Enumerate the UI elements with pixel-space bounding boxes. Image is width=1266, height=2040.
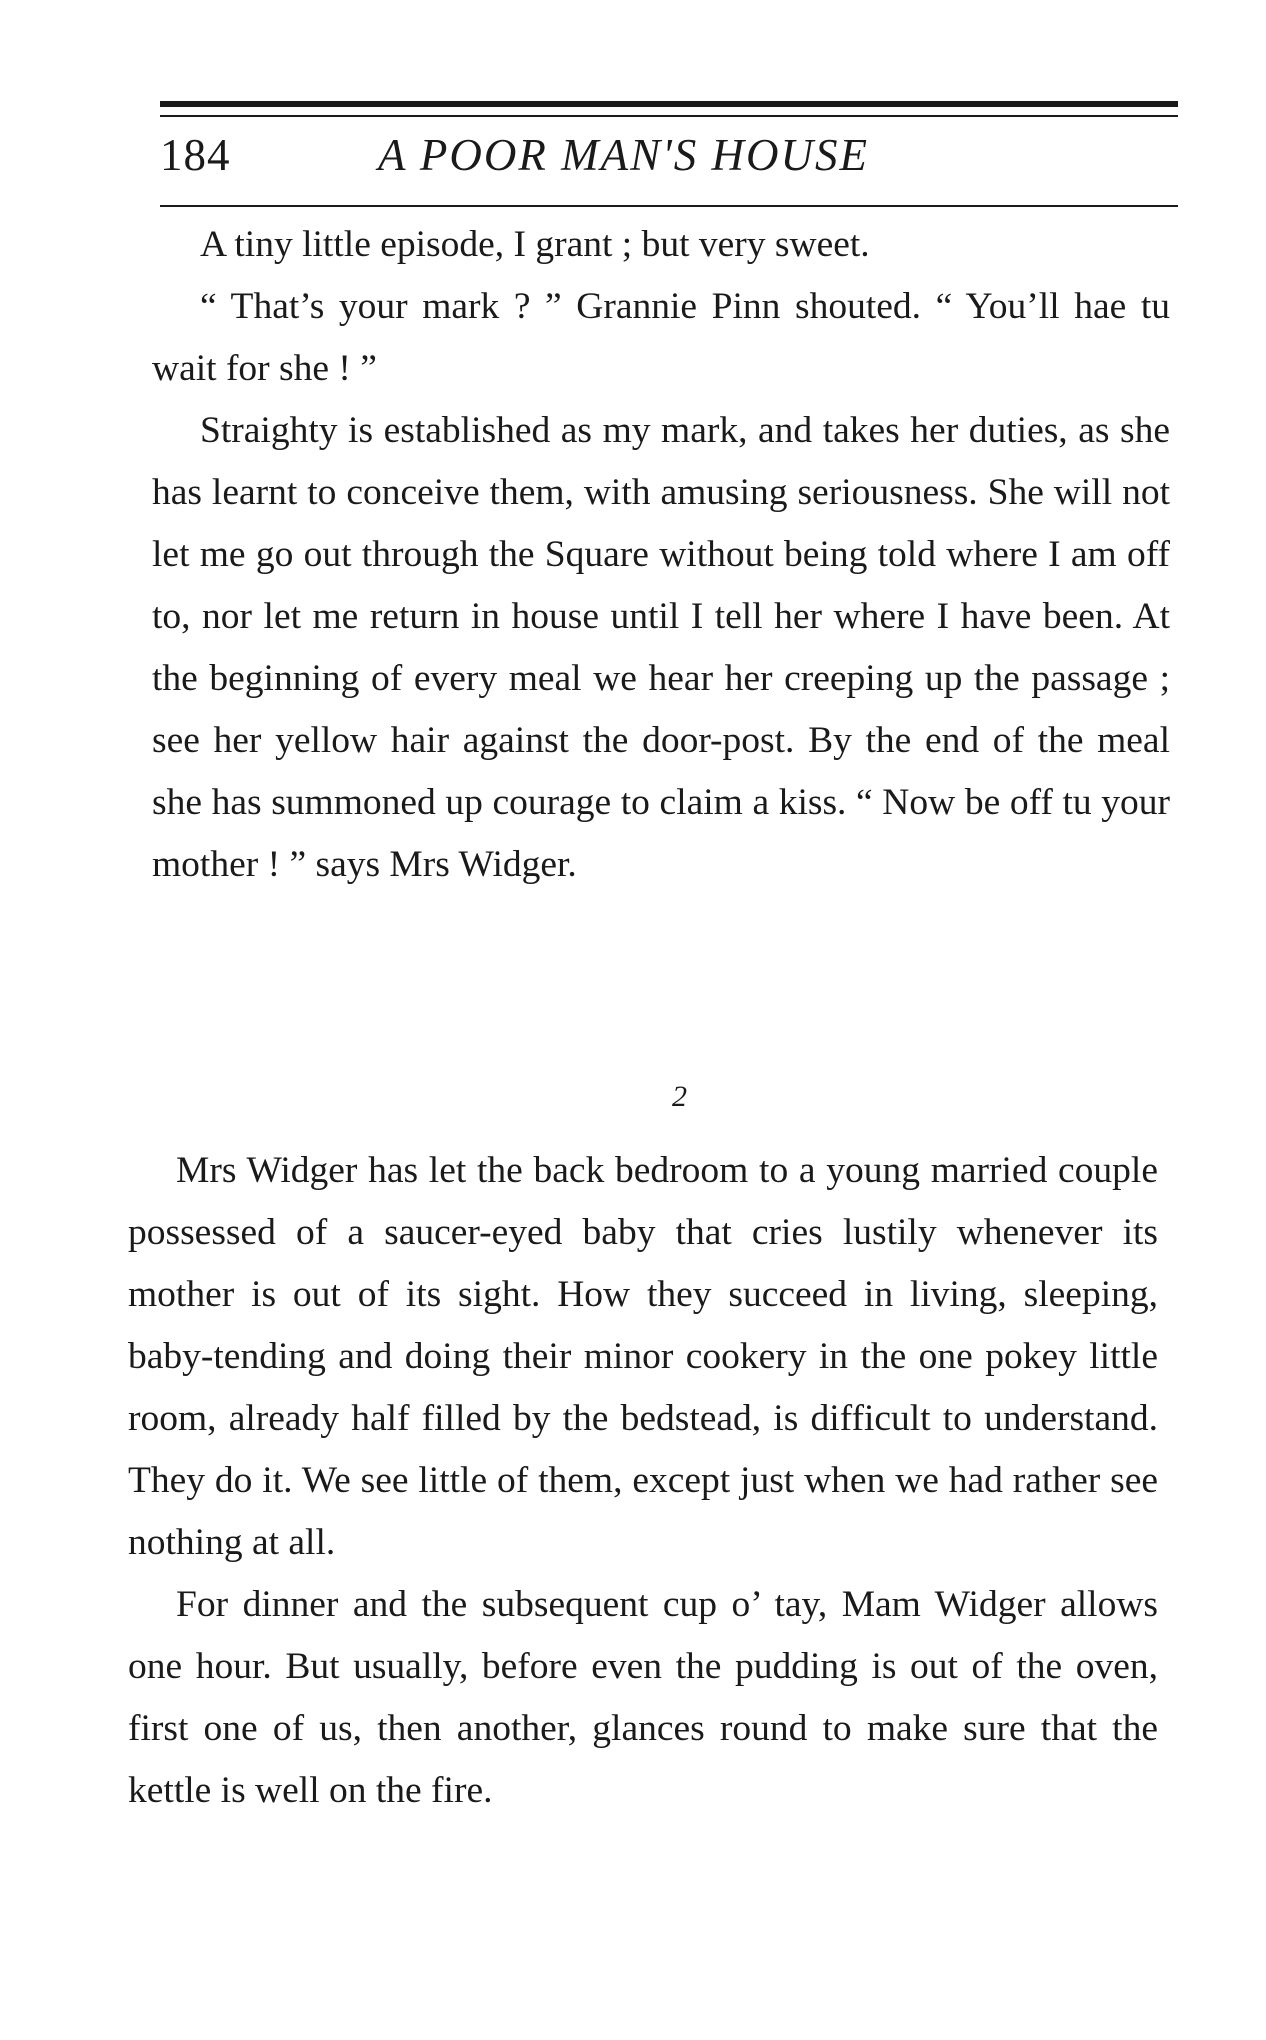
paragraph: Straighty is established as my mark, and takes her duties, as she has learnt to conceive them, with amusing seriousness. She will not let me go out through the Square without being told where I am off to, nor let me return in house until I tell her where I have been. At the beginning of every meal we hear her creeping up the passage ; see her yellow hair against the door-post. By the end of the meal she has summoned up courage to claim a kiss. “ Now be off tu your mother ! ” says Mrs Widger. (152, 410, 1170, 885)
section-2-text (128, 1140, 1158, 1822)
header-underline (160, 205, 1178, 207)
paragraph: A tiny little episode, I grant ; but very sweet. (200, 224, 870, 265)
header-rule-thin (160, 115, 1178, 117)
section-number: 2 (672, 1080, 687, 1113)
running-title: A POOR MAN'S HOUSE (378, 130, 869, 180)
page-number: 184 (160, 130, 231, 180)
section-1-text (152, 214, 1170, 896)
running-header (160, 125, 1178, 195)
paragraph: For dinner and the subsequent cup o’ tay, Mam Widger allows one hour. But usually, before even the pudding is out of the oven, first one of us, then another, glances round to make sure that the kettle is well on the fire. (128, 1584, 1158, 1811)
paragraph: Mrs Widger has let the back bedroom to a young married couple possessed of a saucer-eyed baby that cries lustily whenever its mother is out of its sight. How they succeed in living, sleeping, baby-tending and doing their minor cookery in the one pokey little room, already half filled by the bedstead, is difficult to understand. They do it. We see little of them, except just when we had rather see nothing at all. (128, 1150, 1158, 1563)
header-rule-thick (160, 101, 1178, 107)
paragraph: “ That’s your mark ? ” Grannie Pinn shouted. “ You’ll hae tu wait for she ! ” (152, 286, 1170, 389)
